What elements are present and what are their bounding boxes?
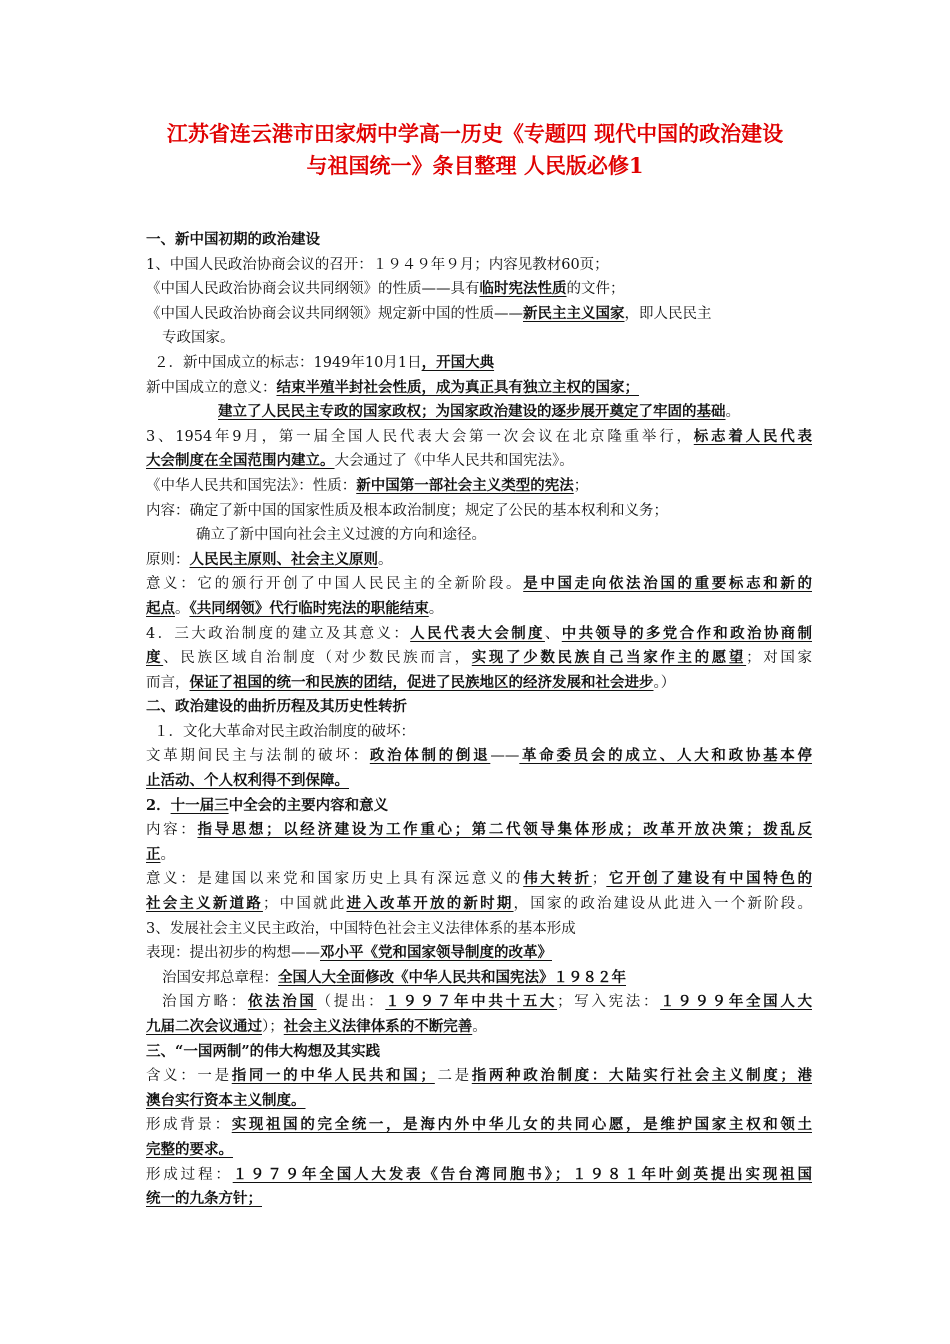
text-line: 内容：确定了新中国的国家性质及根本政治制度；规定了公民的基本权利和义务； — [146, 502, 668, 519]
text-line: 3、1954年9月，第一届全国人民代表大会第一次会议在北京隆重举行，标志着人民代表 — [146, 427, 812, 445]
text-line: 大会制度在全国范围内建立。大会通过了《中华人民共和国宪法》。 — [146, 452, 574, 470]
text-line: 《中国人民政治协商会议共同纲领》规定新中国的性质——新民主主义国家，即人民民主 — [146, 304, 712, 322]
text-line: 形成过程：１９７９年全国人大发表《告台湾同胞书》；１９８１年叶剑英提出实现祖国 — [146, 1165, 812, 1183]
text-line: 专政国家。 — [162, 330, 235, 347]
text-line: 4．三大政治制度的建立及其意义：人民代表大会制度、中共领导的多党合作和政治协商制 — [146, 624, 812, 642]
document-body — [146, 228, 812, 1212]
text-line: 治国安邦总章程：全国人大全面修改《中华人民共和国宪法》１９８２年 — [162, 968, 626, 986]
text-line: 意义：是建国以来党和国家历史上具有深远意义的伟大转折；它开创了建设有中国特色的 — [146, 870, 812, 888]
document-title-line-1: 江苏省连云港市田家炳中学高一历史《专题四 现代中国的政治建设 — [166, 121, 784, 146]
text-line: 止活动、个人权利得不到保障。 — [146, 772, 349, 790]
text-line: 建立了人民民主专政的国家政权；为国家政治建设的逐步展开奠定了牢固的基础。 — [218, 403, 740, 421]
text-line: 社会主义新道路；中国就此进入改革开放的新时期，国家的政治建设从此进入一个新阶段。 — [146, 895, 812, 913]
text-line: 治国方略：依法治国（提出：１９９７年中共十五大；写入宪法：１９９９年全国人大 — [162, 993, 812, 1011]
text-line: 3、发展社会主义民主政治，中国特色社会主义法律体系的基本形成 — [146, 920, 576, 937]
text-line: 统一的九条方针； — [146, 1190, 262, 1208]
text-line: 九届二次会议通过）；社会主义法律体系的不断完善。 — [146, 1018, 487, 1035]
text-line: ２．新中国成立的标志：1949年10月1日，开国大典 — [154, 353, 495, 371]
text-line: 度、民族区域自治制度（对少数民族而言，实现了少数民族自己当家作主的愿望；对国家 — [146, 649, 812, 667]
document-title-line-2: 与祖国统一》条目整理 人民版必修1 — [306, 153, 644, 178]
text-line: 而言，保证了祖国的统一和民族的团结，促进了民族地区的经济发展和社会进步。） — [146, 673, 676, 691]
text-line: １．文化大革命对民主政治制度的破坏： — [154, 723, 415, 740]
text-line: 完整的要求。 — [146, 1140, 233, 1158]
section-heading-1: 一、新中国初期的政治建设 — [146, 231, 320, 248]
text-line: 原则：人民民主原则、社会主义原则。 — [146, 550, 393, 568]
text-line: 意义：它的颁行开创了中国人民民主的全新阶段。是中国走向依法治国的重要标志和新的 — [146, 575, 812, 593]
text-line: 新中国成立的意义：结束半殖半封社会性质，成为真正具有独立主权的国家； — [146, 378, 639, 396]
text-line: 澳台实行资本主义制度。 — [146, 1091, 306, 1109]
text-line: 确立了新中国向社会主义过渡的方向和途径。 — [196, 527, 486, 544]
text-line: 起点。《共同纲领》代行临时宪法的职能结束。 — [146, 599, 444, 617]
text-line: 1、中国人民政治协商会议的召开：１９４９年９月；内容见教材60页； — [146, 256, 609, 273]
text-line: 《中国人民政治协商会议共同纲领》的性质——具有临时宪法性质的文件； — [146, 280, 625, 298]
section-heading-2: 二、政治建设的曲折历程及其历史性转折 — [146, 698, 407, 716]
text-line: 内容：指导思想；以经济建设为工作重心；第二代领导集体形成；改革开放决策；拨乱反 — [146, 821, 812, 839]
section-heading-3: 三、“一国两制”的伟大构想及其实践 — [146, 1042, 381, 1060]
text-line: 文革期间民主与法制的破坏：政治体制的倒退——革命委员会的成立、人大和政协基本停 — [146, 747, 812, 765]
text-line: 表现：提出初步的构想——邓小平《党和国家领导制度的改革》 — [146, 944, 552, 962]
text-line: 形成背景：实现祖国的完全统一，是海内外中华儿女的共同心愿，是维护国家主权和领土 — [146, 1116, 812, 1134]
text-line: 含义：一是指同一的中华人民共和国；二是指两种政治制度：大陆实行社会主义制度；港 — [146, 1067, 812, 1085]
text-line: 《中华人民共和国宪法》：性质：新中国第一部社会主义类型的宪法； — [146, 476, 589, 494]
text-line: 2．十一届三中全会的主要内容和意义 — [146, 796, 389, 814]
text-line: 正。 — [146, 845, 175, 863]
